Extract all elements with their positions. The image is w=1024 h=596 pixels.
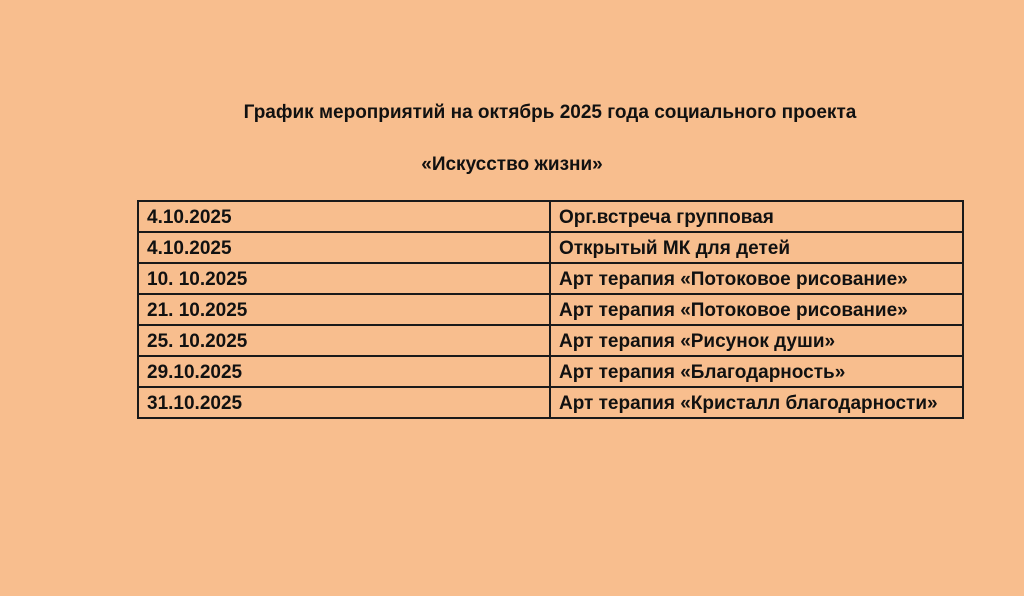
date-cell: 31.10.2025 (138, 387, 550, 418)
project-name: «Искусство жизни» (421, 154, 603, 175)
table-row (138, 356, 963, 387)
table-row (138, 294, 963, 325)
table-row (138, 201, 963, 232)
date-cell: 4.10.2025 (138, 201, 550, 232)
date-cell: 25. 10.2025 (138, 325, 550, 356)
document-title: График мероприятий на октябрь 2025 года социального проекта (243, 102, 857, 123)
schedule-table (137, 200, 964, 419)
event-cell: Арт терапия «Потоковое рисование» (550, 263, 963, 294)
table-row (138, 232, 963, 263)
date-cell: 4.10.2025 (138, 232, 550, 263)
event-cell: Орг.встреча групповая (550, 201, 963, 232)
date-cell: 29.10.2025 (138, 356, 550, 387)
date-cell: 10. 10.2025 (138, 263, 550, 294)
table-row (138, 387, 963, 418)
table-row (138, 325, 963, 356)
event-cell: Открытый МК для детей (550, 232, 963, 263)
table-row (138, 263, 963, 294)
event-cell: Арт терапия «Потоковое рисование» (550, 294, 963, 325)
event-cell: Арт терапия «Рисунок души» (550, 325, 963, 356)
date-cell: 21. 10.2025 (138, 294, 550, 325)
event-cell: Арт терапия «Кристалл благодарности» (550, 387, 963, 418)
event-cell: Арт терапия «Благодарность» (550, 356, 963, 387)
